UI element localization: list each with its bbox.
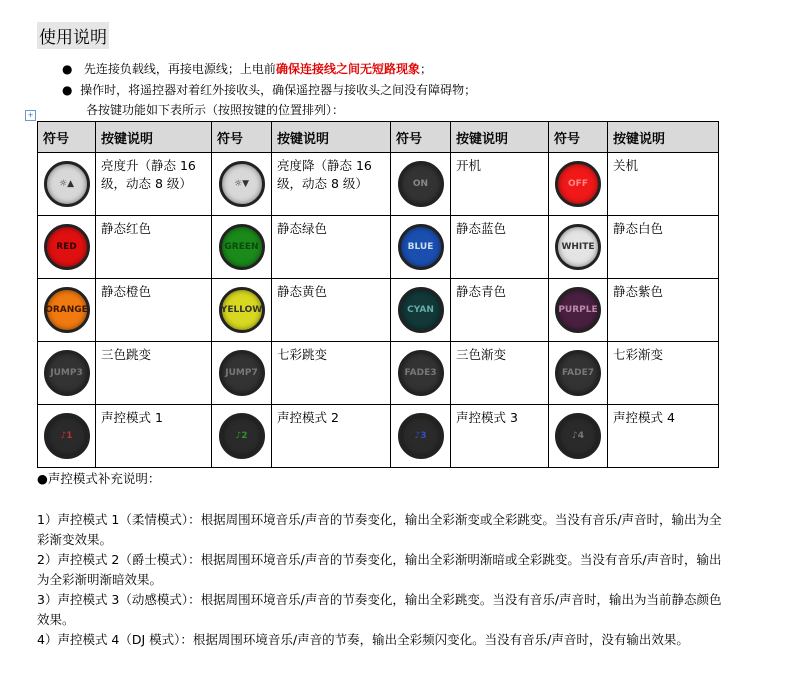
key-symbol-cell xyxy=(212,279,272,342)
table-row xyxy=(38,153,719,216)
key-description: 亮度降（静态 16 级，动态 8 级） xyxy=(272,153,391,216)
note-3: 3）声控模式 3（动感模式）：根据周围环境音乐/声音的节奏变化，输出全彩跳变。当没有音乐/声音时，输出为当前静态颜色效果。 xyxy=(37,592,722,627)
remote-key-icon: OFF xyxy=(555,161,601,207)
remote-key-icon: PURPLE xyxy=(555,287,601,333)
remote-key-icon: CYAN xyxy=(398,287,444,333)
column-header: 符号 xyxy=(38,122,96,153)
column-header: 按键说明 xyxy=(96,122,212,153)
key-description: 静态红色 xyxy=(96,216,212,279)
remote-key-icon: JUMP3 xyxy=(44,350,90,396)
key-symbol-cell xyxy=(38,342,96,405)
remote-key-icon: ♪1 xyxy=(44,413,90,459)
key-symbol-cell xyxy=(549,405,608,468)
remote-key-icon: ☼▼ xyxy=(219,161,265,207)
key-symbol-cell xyxy=(38,279,96,342)
key-symbol-cell xyxy=(549,279,608,342)
column-header: 符号 xyxy=(391,122,451,153)
key-description: 开机 xyxy=(451,153,549,216)
key-description: 静态紫色 xyxy=(608,279,719,342)
key-description: 声控模式 4 xyxy=(608,405,719,468)
key-description: 关机 xyxy=(608,153,719,216)
remote-key-icon: ♪2 xyxy=(219,413,265,459)
bullet-text: 先连接负载线，再接电源线；上电前 xyxy=(83,62,276,76)
key-symbol-cell xyxy=(391,216,451,279)
note-4: 4）声控模式 4（DJ 模式）：根据周围环境音乐/声音的节奏，输出全彩频闪变化。当没有音乐/声音时，没有输出效果。 xyxy=(37,632,689,647)
note-2: 2）声控模式 2（爵士模式）：根据周围环境音乐/声音的节奏变化，输出全彩渐明渐暗或全彩跳变。当没有音乐/声音时，输出为全彩渐明渐暗效果。 xyxy=(37,552,722,587)
key-description: 亮度升（静态 16 级，动态 8 级） xyxy=(96,153,212,216)
remote-key-icon: FADE3 xyxy=(398,350,444,396)
column-header: 按键说明 xyxy=(451,122,549,153)
remote-key-icon: ON xyxy=(398,161,444,207)
remote-key-icon: GREEN xyxy=(219,224,265,270)
key-description: 七彩跳变 xyxy=(272,342,391,405)
remote-key-icon: ♪3 xyxy=(398,413,444,459)
column-header: 按键说明 xyxy=(608,122,719,153)
key-description: 声控模式 1 xyxy=(96,405,212,468)
column-header: 符号 xyxy=(212,122,272,153)
key-description: 静态黄色 xyxy=(272,279,391,342)
warning-text: 确保连接线之间无短路现象 xyxy=(275,62,420,76)
bullet-end: ； xyxy=(419,62,432,76)
remote-key-icon: BLUE xyxy=(398,224,444,270)
key-description: 静态橙色 xyxy=(96,279,212,342)
remote-key-icon: JUMP7 xyxy=(219,350,265,396)
page-title: 使用说明 xyxy=(37,22,109,49)
key-symbol-cell xyxy=(549,216,608,279)
key-description: 静态绿色 xyxy=(272,216,391,279)
key-symbol-cell xyxy=(549,153,608,216)
table-move-handle-icon[interactable]: + xyxy=(25,110,36,121)
key-function-table xyxy=(37,121,719,468)
note-1: 1）声控模式 1（柔情模式）：根据周围环境音乐/声音的节奏变化，输出全彩渐变或全彩跳变。当没有音乐/声音时，输出为全彩渐变效果。 xyxy=(37,512,722,547)
key-symbol-cell xyxy=(549,342,608,405)
bullet-2: ● 操作时，将遥控器对着红外接收头，确保遥控器与接收头之间没有障碍物； xyxy=(62,83,477,97)
key-description: 静态蓝色 xyxy=(451,216,549,279)
remote-key-icon: ☼▲ xyxy=(44,161,90,207)
key-symbol-cell xyxy=(38,216,96,279)
table-row xyxy=(38,405,719,468)
table-row xyxy=(38,279,719,342)
remote-key-icon: WHITE xyxy=(555,224,601,270)
key-symbol-cell xyxy=(38,405,96,468)
key-symbol-cell xyxy=(212,342,272,405)
key-description: 七彩渐变 xyxy=(608,342,719,405)
key-description: 静态青色 xyxy=(451,279,549,342)
column-header: 按键说明 xyxy=(272,122,391,153)
key-symbol-cell xyxy=(391,405,451,468)
key-symbol-cell xyxy=(38,153,96,216)
bullet-text: 操作时，将遥控器对着红外接收头，确保遥控器与接收头之间没有障碍物； xyxy=(80,83,477,97)
key-description: 声控模式 2 xyxy=(272,405,391,468)
key-description: 三色跳变 xyxy=(96,342,212,405)
supplement-title: ●声控模式补充说明： xyxy=(37,471,161,486)
key-description: 三色渐变 xyxy=(451,342,549,405)
remote-key-icon: YELLOW xyxy=(219,287,265,333)
table-row xyxy=(38,342,719,405)
key-symbol-cell xyxy=(391,153,451,216)
key-symbol-cell xyxy=(212,153,272,216)
intro-text: 各按键功能如下表所示（按照按键的位置排列）： xyxy=(86,103,345,117)
key-symbol-cell xyxy=(391,342,451,405)
key-description: 静态白色 xyxy=(608,216,719,279)
remote-key-icon: ♪4 xyxy=(555,413,601,459)
remote-key-icon: ORANGE xyxy=(44,287,90,333)
key-description: 声控模式 3 xyxy=(451,405,549,468)
remote-key-icon: FADE7 xyxy=(555,350,601,396)
remote-key-icon: RED xyxy=(44,224,90,270)
key-symbol-cell xyxy=(212,216,272,279)
key-symbol-cell xyxy=(391,279,451,342)
key-symbol-cell xyxy=(212,405,272,468)
bullet-1: ● 先连接负载线，再接电源线；上电前确保连接线之间无短路现象； xyxy=(62,62,432,76)
table-row xyxy=(38,216,719,279)
column-header: 符号 xyxy=(549,122,608,153)
